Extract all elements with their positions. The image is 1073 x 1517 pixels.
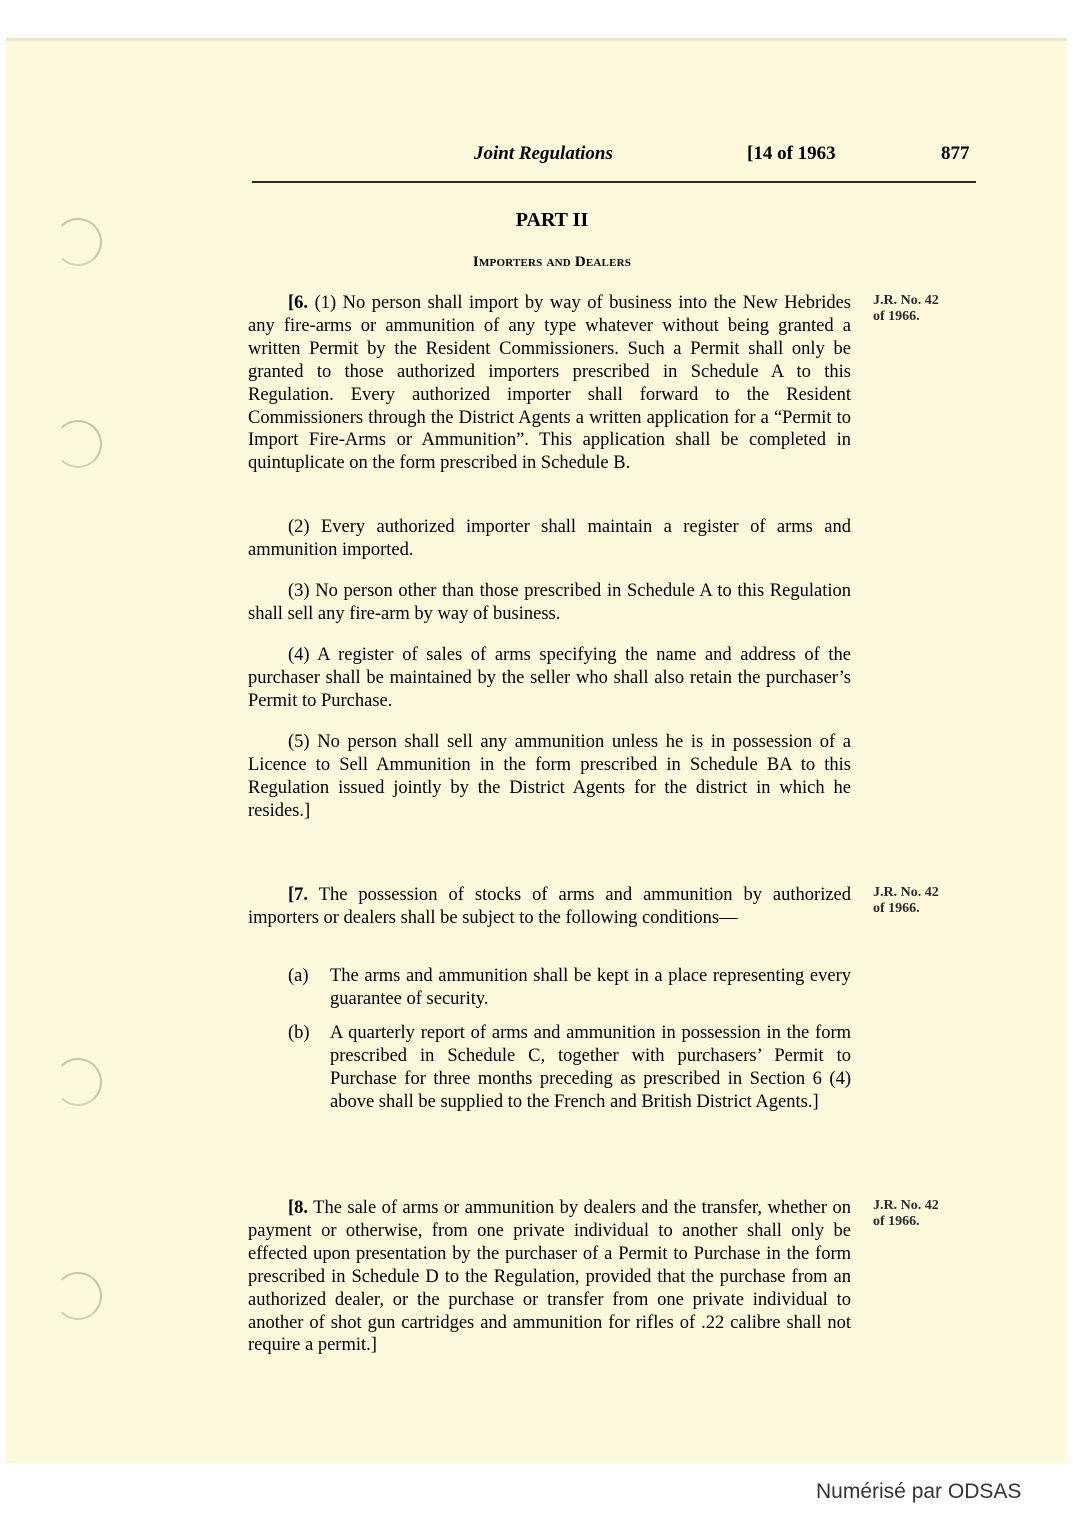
digitization-credit: Numérisé par ODSAS — [816, 1480, 1022, 1503]
margin-note-line: J.R. No. 42 — [873, 293, 939, 308]
section-6-number: [6. — [288, 293, 309, 313]
section-8-paragraph — [248, 1197, 851, 1357]
item-text: A quarterly report of arms and ammunition in possession in the form prescribed in Schedule C, together with purchasers’ Permit to Purchase for three months preceding as prescribed in Section 6 (4) above shall be supplied to the French and British District Agents.] — [330, 1023, 851, 1112]
margin-note-line: of 1966. — [873, 901, 920, 916]
item-label: (b) — [288, 1023, 310, 1043]
section-7-number: [7. — [288, 885, 309, 905]
page-top-edge — [6, 38, 1067, 41]
binder-hole-2 — [54, 420, 102, 468]
section-7-intro — [248, 884, 851, 930]
section-8-text: The sale of arms or ammunition by dealers and the transfer, whether on payment or otherwise, from one private individual to another shall only be effected upon presentation by the purchaser of a Permit to Purchase in the form prescribed in Schedule D to the Regulation, provided that the purchase from an authorized dealer, or the purchase or transfer from one private individual to another of shot gun cartridges and ammunition for rifles of .22 calibre shall not require a permit.] — [248, 1198, 851, 1356]
section-6-text-1: (1) No person shall import by way of business into the New Hebrides any fire-arms or ammunition of any type whatever without being granted a written Permit by the Resident Commissioners. Such a Permit shall only be granted to those authorized importers prescribed in Schedule A to this Regulation. Every authorized importer shall forward to the Resident Commissioners through the District Agents a written application for a “Permit to Import Fire-Arms or Ammunition”. This application shall be completed in quintuplicate on the form prescribed in Schedule B. — [248, 293, 851, 474]
item-label: (a) — [288, 966, 309, 986]
section-6-paragraph-1 — [248, 292, 851, 475]
binder-hole-4 — [54, 1272, 102, 1320]
header-title: Joint Regulations — [474, 143, 613, 164]
section-6-paragraph-3: (3) No person other than those prescribed in Schedule A to this Regulation shall sell any fire-arm by way of business. — [248, 581, 851, 624]
section-8-margin-note — [873, 1198, 939, 1230]
section-7-item-a — [288, 965, 851, 1011]
section-6-paragraph-5: (5) No person shall sell any ammunition unless he is in possession of a Licence to Sell Ammunition in the form prescribed in Schedule BA to this Regulation issued jointly by the District Agents for the district in which he resides.] — [248, 732, 851, 821]
section-6-paragraph-2: (2) Every authorized importer shall maintain a register of arms and ammunition imported. — [248, 517, 851, 560]
running-header — [0, 143, 1073, 167]
margin-note-line: of 1966. — [873, 1214, 920, 1229]
page-number: 877 — [941, 143, 970, 164]
binder-hole-1 — [54, 218, 102, 266]
section-6-paragraph-4: (4) A register of sales of arms specifying the name and address of the purchaser shall be maintained by the seller who shall also retain the purchaser’s Permit to Purchase. — [248, 645, 851, 711]
section-6-margin-note — [873, 293, 939, 325]
margin-note-line: J.R. No. 42 — [873, 1198, 939, 1213]
section-7-text: The possession of stocks of arms and ammunition by authorized importers or dealers shall be subject to the following conditions— — [248, 885, 852, 928]
section-8-number: [8. — [288, 1198, 309, 1218]
item-text: The arms and ammunition shall be kept in a place representing every guarantee of security. — [330, 966, 851, 1009]
part-heading: PART II — [515, 209, 589, 231]
margin-note-line: J.R. No. 42 — [873, 885, 939, 900]
margin-note-line: of 1966. — [873, 309, 920, 324]
header-rule — [252, 181, 976, 183]
binder-hole-3 — [54, 1058, 102, 1106]
section-heading: Importers and Dealers — [472, 254, 632, 270]
header-reference: [14 of 1963 — [747, 143, 836, 164]
section-7-margin-note — [873, 885, 939, 917]
section-7-item-b — [288, 1022, 851, 1114]
